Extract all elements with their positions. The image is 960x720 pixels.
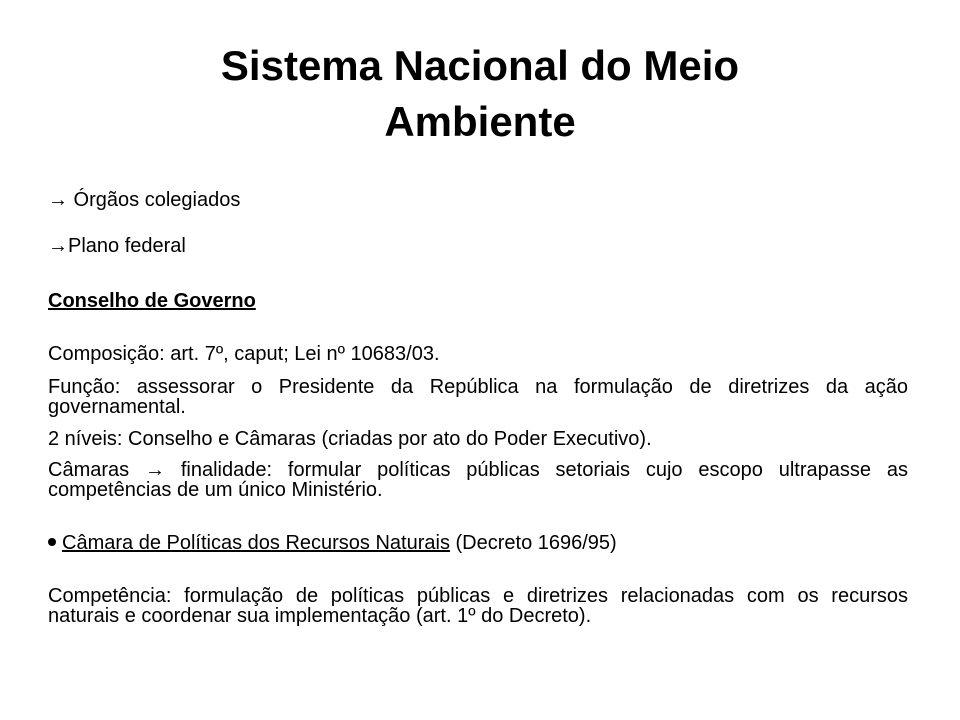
camara-politicas-ref: (Decreto 1696/95) — [449, 532, 617, 554]
arrow-right-icon: → — [48, 189, 68, 211]
slide-title — [80, 38, 880, 150]
arrow-right-icon: → — [48, 235, 68, 257]
paragraph-camaras — [48, 460, 908, 500]
item-label: Órgãos colegiados — [68, 189, 241, 211]
paragraph-niveis: 2 níveis: Conselho e Câmaras (criadas por ato do Poder Executivo). — [48, 428, 652, 450]
item-plano-federal — [48, 234, 186, 258]
camaras-prefix: Câmaras — [48, 459, 130, 481]
heading-conselho-de-governo: Conselho de Governo — [48, 290, 256, 312]
camaras-text: finalidade: formular políticas públicas setoriais cujo escopo ultrapasse as competências de um único Ministério. — [48, 459, 908, 501]
title-line-1: Sistema Nacional do Meio — [220, 42, 740, 89]
paragraph-funcao: Função: assessorar o Presidente da República na formulação de diretrizes da ação governamental. — [48, 376, 908, 418]
bullet-dot-icon — [48, 538, 56, 546]
paragraph-camara-politicas — [48, 533, 908, 553]
paragraph-composicao: Composição: art. 7º, caput; Lei nº 10683/03. — [48, 343, 440, 365]
title-line-2: Ambiente — [384, 98, 576, 145]
section-heading — [48, 291, 908, 311]
paragraph-competencia: Competência: formulação de políticas públicas e diretrizes relacionadas com os recursos naturais e coordenar sua implementação (art. 1º do Decreto). — [48, 585, 908, 627]
camara-politicas-title: Câmara de Políticas dos Recursos Naturais — [62, 532, 450, 554]
arrow-right-icon: → — [145, 459, 165, 481]
item-label: Plano federal — [68, 235, 186, 257]
item-orgaos-colegiados — [48, 188, 240, 212]
